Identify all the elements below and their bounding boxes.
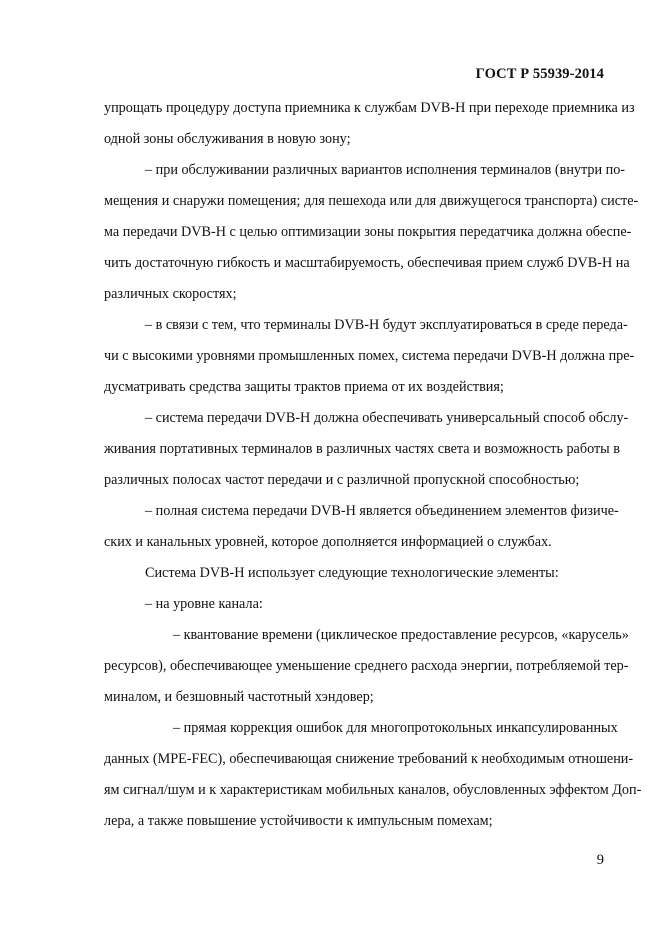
text-line: миналом, и безшовный частотный хэндовер; [104, 689, 374, 705]
text-line: живания портативных терминалов в различных частях света и возможность работы в [104, 441, 620, 457]
list-item-line: – система передачи DVB-H должна обеспечивать универсальный способ обслу- [145, 410, 629, 426]
text-line: одной зоны обслуживания в новую зону; [104, 131, 351, 147]
text-line: различных полосах частот передачи и с различной пропускной способностью; [104, 472, 580, 488]
text-line: ских и канальных уровней, которое дополняется информацией о службах. [104, 534, 552, 550]
paragraph-line: Система DVB-H использует следующие технологические элементы: [145, 565, 559, 581]
text-line: данных (MPE-FEC), обеспечивающая снижение требований к необходимым отношени- [104, 751, 634, 767]
text-line: чить достаточную гибкость и масштабируемость, обеспечивая прием служб DVB-H на [104, 255, 630, 271]
list-item-line: – в связи с тем, что терминалы DVB-H будут эксплуатироваться в среде переда- [145, 317, 628, 333]
text-line: ям сигнал/шум и к характеристикам мобильных каналов, обусловленных эффектом Доп- [104, 782, 642, 798]
document-code-header: ГОСТ Р 55939-2014 [475, 66, 604, 82]
text-line: различных скоростях; [104, 286, 237, 302]
text-line: мещения и снаружи помещения; для пешехода или для движущегося транспорта) систе- [104, 193, 639, 209]
text-line: ресурсов), обеспечивающее уменьшение среднего расхода энергии, потребляемой тер- [104, 658, 629, 674]
text-line: чи с высокими уровнями промышленных помех, система передачи DVB-H должна пре- [104, 348, 635, 364]
list-item-line: – на уровне канала: [145, 596, 263, 612]
sublist-item-line: – прямая коррекция ошибок для многопротокольных инкапсулированных [173, 720, 618, 736]
text-line: дусматривать средства защиты трактов приема от их воздействия; [104, 379, 504, 395]
sublist-item-line: – квантование времени (циклическое предоставление ресурсов, «карусель» [173, 627, 629, 643]
page-number: 9 [596, 852, 604, 868]
list-item-line: – при обслуживании различных вариантов исполнения терминалов (внутри по- [145, 162, 626, 178]
text-line: лера, а также повышение устойчивости к импульсным помехам; [104, 813, 493, 829]
list-item-line: – полная система передачи DVB-H является объединением элементов физиче- [145, 503, 619, 519]
text-line: упрощать процедуру доступа приемника к службам DVB-H при переходе приемника из [104, 100, 635, 116]
text-line: ма передачи DVB-H с целью оптимизации зоны покрытия передатчика должна обеспе- [104, 224, 632, 240]
